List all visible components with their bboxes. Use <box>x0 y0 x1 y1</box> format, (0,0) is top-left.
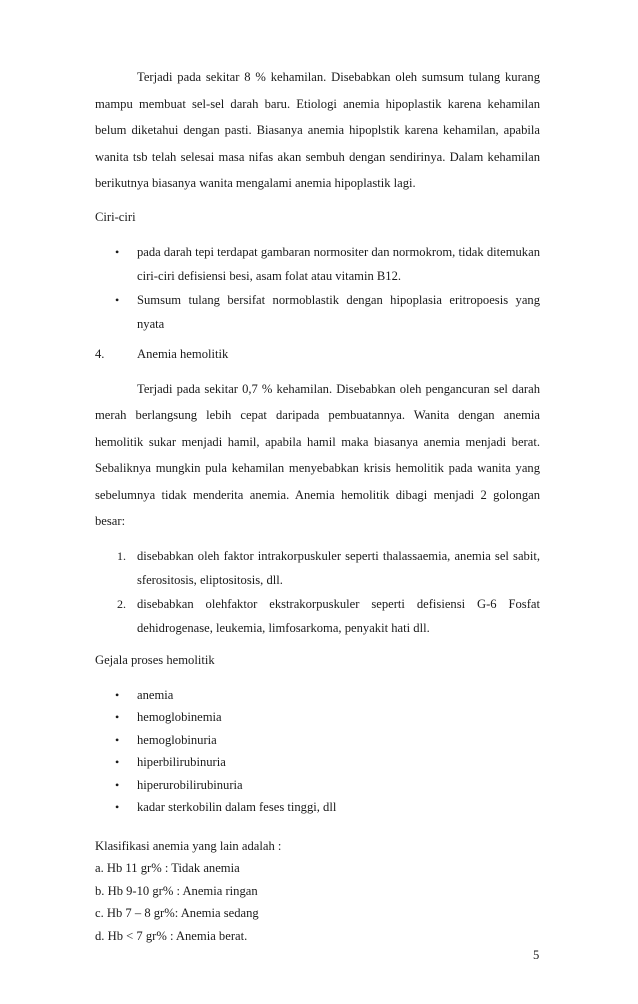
section-number: 4. <box>95 346 105 361</box>
klasifikasi-section <box>95 835 540 948</box>
list-item: • hemoglobinemia <box>95 706 540 729</box>
klasifikasi-line: d. Hb < 7 gr% : Anemia berat. <box>95 928 248 943</box>
list-item: • hiperurobilirubinuria <box>95 774 540 797</box>
golongan-list <box>95 544 540 640</box>
list-item: • hemoglobinuria <box>95 729 540 752</box>
bullet-icon: • <box>115 755 120 769</box>
paragraph-anemia-hipoplastik: Terjadi pada sekitar 8 % kehamilan. Disebabkan oleh sumsum tulang kurang mampu membuat sel-sel darah baru. Etiologi anemia hipoplastik karena kehamilan belum diketahui dengan pasti. Biasanya anemia hipoplstik karena kehamilan, apabila wanita tsb telah selesai masa nifas akan sembuh dengan sendirinya. Dalam kehamilan berikutnya biasanya wanita mengalami anemia hipoplastik lagi. <box>95 70 540 190</box>
klasifikasi-line: c. Hb 7 – 8 gr%: Anemia sedang <box>95 906 259 920</box>
bullet-icon: • <box>115 710 120 724</box>
bullet-icon: • <box>115 687 120 702</box>
section-4-heading <box>95 344 540 364</box>
klasifikasi-line: a. Hb 11 gr% : Tidak anemia <box>95 861 240 875</box>
bullet-icon: • <box>115 732 120 747</box>
list-item: • kadar sterkobilin dalam feses tinggi, dll <box>95 796 540 819</box>
list-item: 2. disebabkan olehfaktor ekstrakorpuskuler seperti defisiensi G-6 Fosfat dehidrogenase, leukemia, limfosarkoma, penyakit hati dll. <box>95 592 540 640</box>
klasifikasi-heading: Klasifikasi anemia yang lain adalah : <box>95 838 282 853</box>
ciri-ciri-list <box>95 240 540 336</box>
bullet-icon: • <box>115 292 120 307</box>
document-page <box>95 64 540 947</box>
list-item: • hiperbilirubinuria <box>95 751 540 774</box>
page-number: 5 <box>533 948 540 962</box>
list-number: 1. <box>117 548 126 563</box>
klasifikasi-line: b. Hb 9-10 gr% : Anemia ringan <box>95 883 258 898</box>
ciri-ciri-heading: Ciri-ciri <box>95 209 136 224</box>
gejala-list <box>95 684 540 819</box>
bullet-icon: • <box>115 777 120 792</box>
section-title: Anemia hemolitik <box>137 346 229 361</box>
bullet-icon: • <box>115 244 120 259</box>
paragraph-anemia-hemolitik: Terjadi pada sekitar 0,7 % kehamilan. Disebabkan oleh pengancuran sel darah merah berlangsung lebih cepat daripada pembuatannya. Wanita dengan anemia hemolitik sukar menjadi hamil, apabila hamil maka biasanya anemia menjadi berat. Sebaliknya mungkin pula kehamilan menyebabkan krisis hemolitik pada wanita yang sebelumnya tidak menderita anemia. Anemia hemolitik dibagi menjadi 2 golongan besar: <box>95 381 540 528</box>
gejala-heading: Gejala proses hemolitik <box>95 652 215 667</box>
list-item: • pada darah tepi terdapat gambaran normositer dan normokrom, tidak ditemukan ciri-ciri defisiensi besi, asam folat atau vitamin B12. <box>95 240 540 288</box>
list-item: • Sumsum tulang bersifat normoblastik dengan hipoplasia eritropoesis yang nyata <box>95 288 540 336</box>
list-item: • anemia <box>95 684 540 707</box>
list-number: 2. <box>117 596 126 611</box>
list-item: 1. disebabkan oleh faktor intrakorpuskuler seperti thalassaemia, anemia sel sabit, sferositosis, eliptositosis, dll. <box>95 544 540 592</box>
bullet-icon: • <box>115 800 120 814</box>
